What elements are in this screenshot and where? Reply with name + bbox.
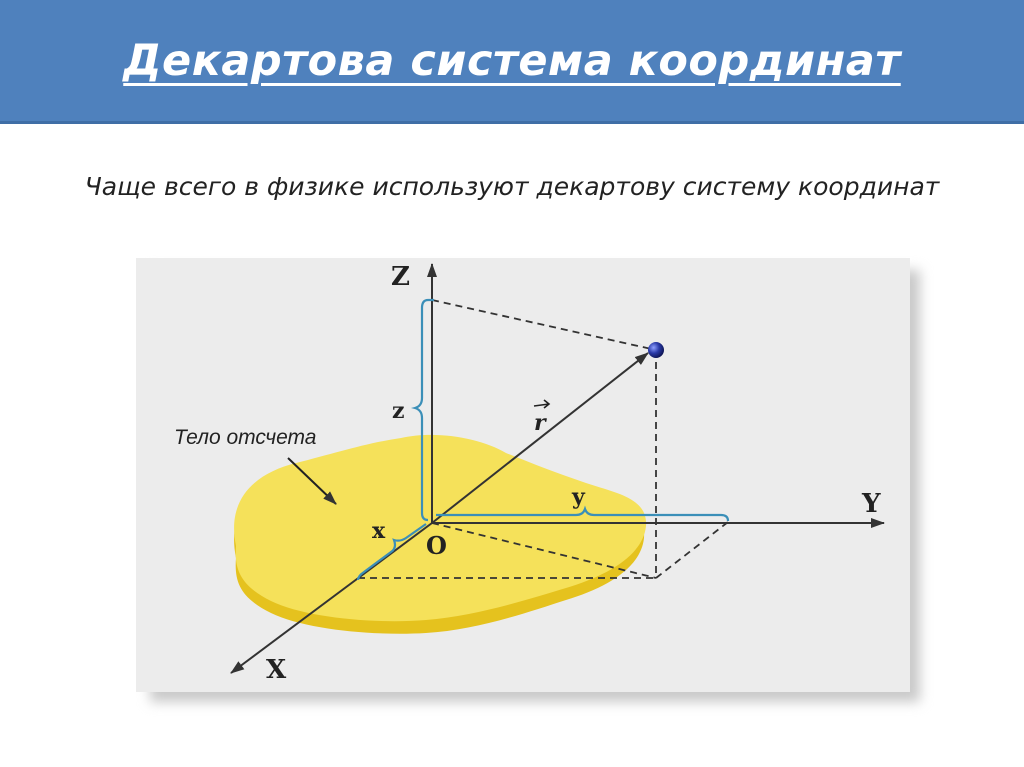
coord-z-label: z [392,398,405,424]
axis-z-label: Z [391,262,410,292]
coord-y-label: y [572,484,585,510]
vector-arrow-mark [534,400,549,408]
diagram-svg [136,258,910,692]
material-point [648,342,664,358]
slide-subtitle: Чаще всего в физике используют декартову систему координат [84,172,940,201]
axis-y-label: Y [862,489,881,519]
vector-label: r [534,410,546,436]
axis-x-label: X [266,655,287,685]
origin-label: O [426,531,447,560]
body-label: Тело отсчета [174,426,317,449]
coordinate-system-diagram [136,258,910,692]
slide-title: Декартова система координат [123,36,901,86]
coord-x-label: x [372,518,386,544]
title-bar [0,0,1024,124]
